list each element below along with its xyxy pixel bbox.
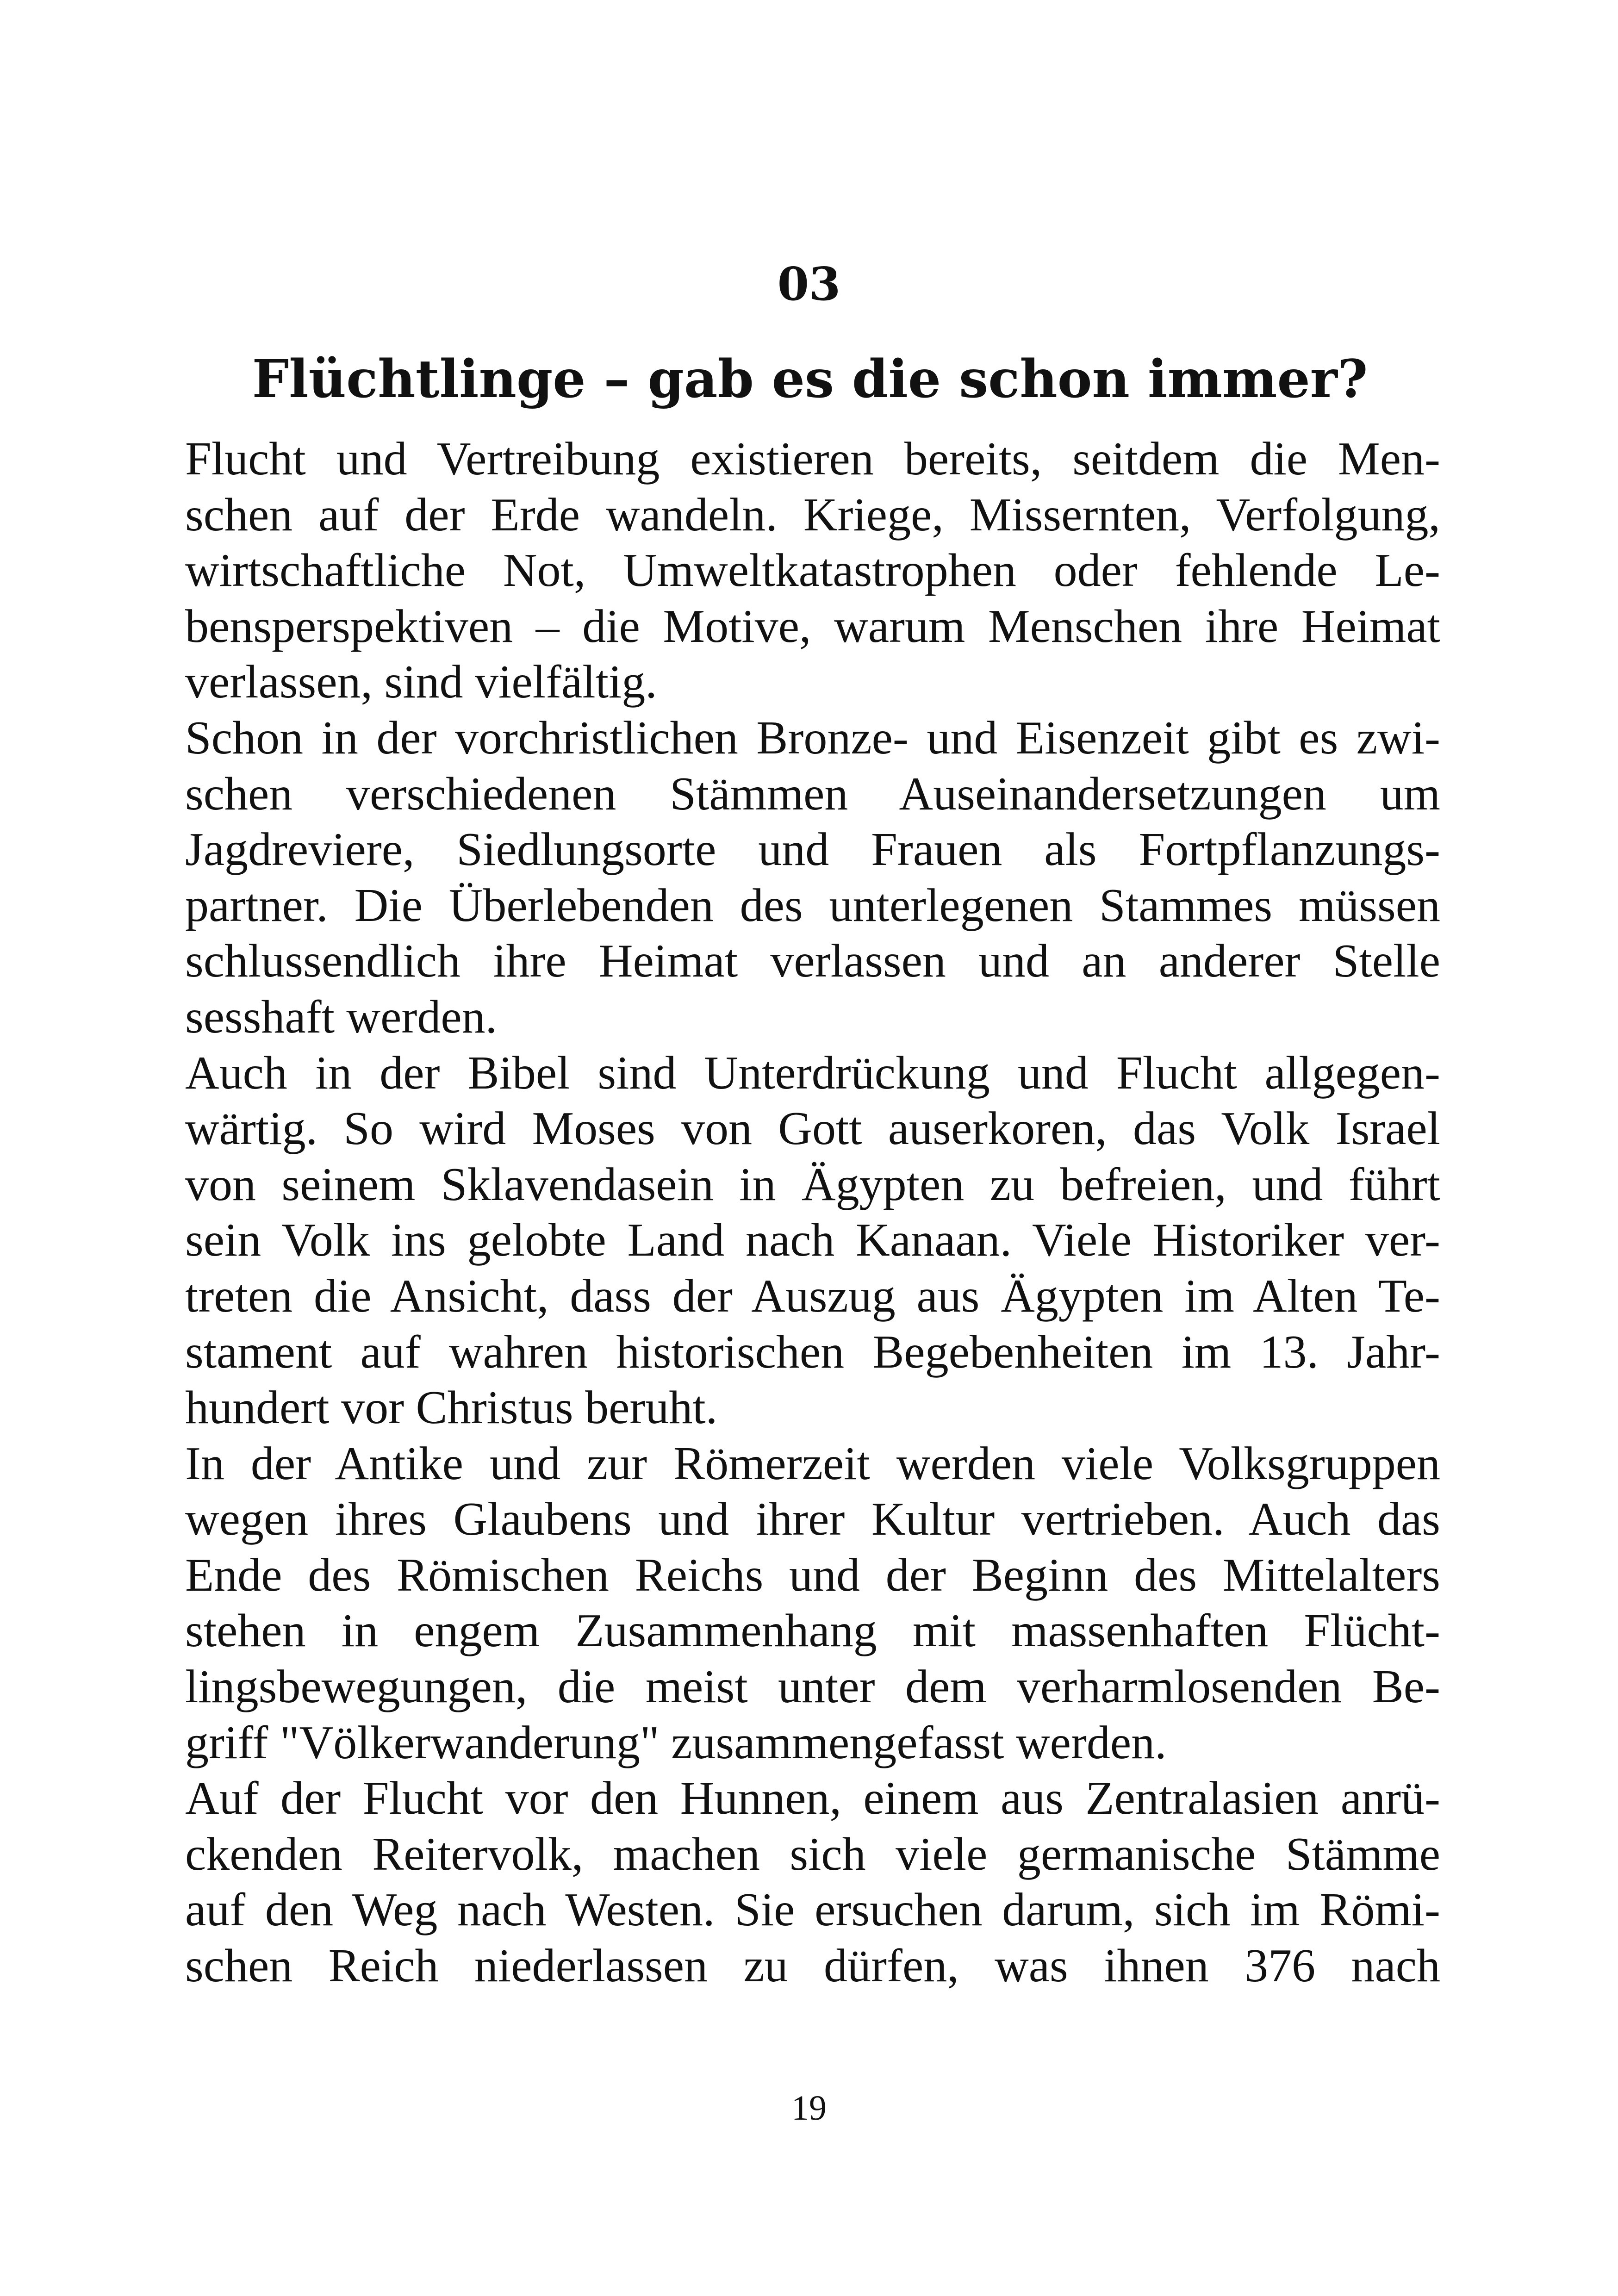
- text-line: Schon in der vorchristlichen Bronze- und Eisenzeit gibt es zwi-: [185, 711, 1440, 764]
- text-line: In der Antike und zur Römerzeit werden viele Volksgruppen: [185, 1437, 1440, 1490]
- text-line: hundert vor Christus beruht.: [185, 1381, 718, 1434]
- text-line: verlassen, sind vielfältig.: [185, 656, 657, 709]
- text-line: stehen in engem Zusammenhang mit massenhaften Flücht-: [185, 1605, 1440, 1657]
- text-line: Jagdreviere, Siedlungsorte und Frauen als Fortpflanzungs-: [185, 823, 1440, 876]
- text-line: wegen ihres Glaubens und ihrer Kultur vertrieben. Auch das: [185, 1493, 1440, 1546]
- text-line: Ende des Römischen Reichs und der Beginn des Mittelalters: [185, 1549, 1440, 1601]
- text-line: wärtig. So wird Moses von Gott auserkoren, das Volk Israel: [185, 1102, 1440, 1155]
- text-line: Flucht und Vertreibung existieren bereits, seitdem die Men-: [185, 433, 1440, 485]
- text-line: schlussendlich ihre Heimat verlassen und an anderer Stelle: [185, 935, 1440, 988]
- text-line: sesshaft werden.: [185, 990, 498, 1043]
- text-line: schen auf der Erde wandeln. Kriege, Missernten, Verfolgung,: [185, 488, 1440, 541]
- text-line: bensperspektiven – die Motive, warum Menschen ihre Heimat: [185, 600, 1440, 653]
- text-line: partner. Die Überlebenden des unterlegenen Stammes müssen: [185, 879, 1440, 932]
- body-text: [185, 431, 1440, 1994]
- text-line: auf den Weg nach Westen. Sie ersuchen darum, sich im Römi-: [185, 1884, 1440, 1936]
- chapter-number: 03: [777, 258, 841, 311]
- text-line: Auch in der Bibel sind Unterdrückung und Flucht allgegen-: [185, 1046, 1440, 1099]
- text-line: von seinem Sklavendasein in Ägypten zu befreien, und führt: [185, 1158, 1440, 1211]
- text-line: Auf der Flucht vor den Hunnen, einem aus Zentralasien anrü-: [185, 1772, 1440, 1825]
- text-line: lingsbewegungen, die meist unter dem verharmlosenden Be-: [185, 1661, 1440, 1713]
- text-line: schen Reich niederlassen zu dürfen, was ihnen 376 nach: [185, 1940, 1440, 1992]
- text-line: treten die Ansicht, dass der Auszug aus Ägypten im Alten Te-: [185, 1269, 1440, 1322]
- text-line: stament auf wahren historischen Begebenheiten im 13. Jahr-: [185, 1325, 1440, 1378]
- page-number: 19: [791, 2089, 827, 2128]
- text-line: griff "Völkerwanderung" zusammengefasst werden.: [185, 1716, 1167, 1769]
- chapter-title: Flüchtlinge – gab es die schon immer?: [252, 349, 1368, 410]
- text-line: wirtschaftliche Not, Umweltkatastrophen oder fehlende Le-: [185, 544, 1440, 597]
- text-line: sein Volk ins gelobte Land nach Kanaan. Viele Historiker ver-: [185, 1214, 1440, 1267]
- text-line: ckenden Reitervolk, machen sich viele germanische Stämme: [185, 1828, 1440, 1880]
- text-line: schen verschiedenen Stämmen Auseinandersetzungen um: [185, 767, 1440, 820]
